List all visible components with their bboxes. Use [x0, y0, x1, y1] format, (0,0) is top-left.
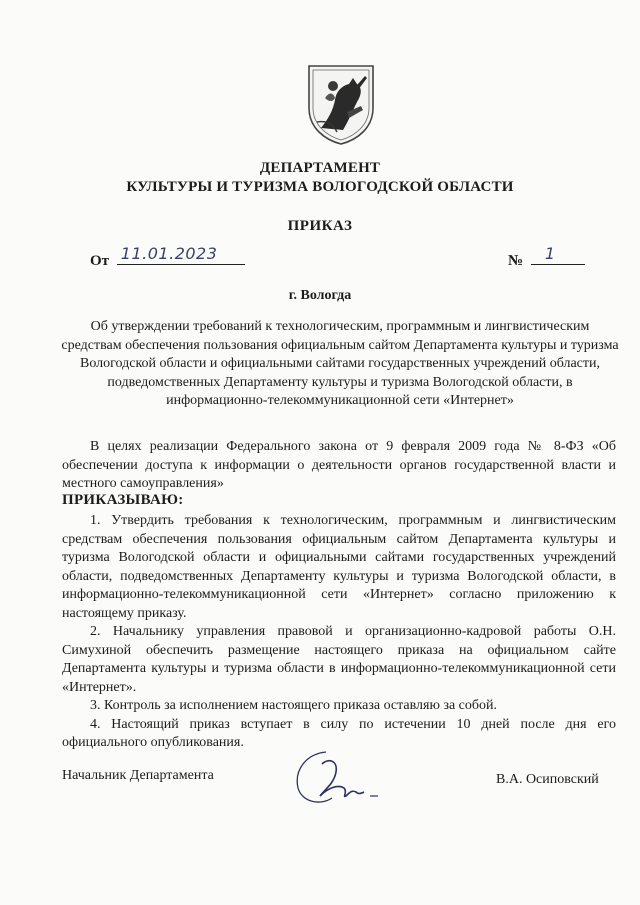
- order-items: [62, 512, 616, 753]
- preamble-paragraph: В целях реализации Федерального закона от 9 февраля 2009 года № 8-ФЗ «Об обеспечении доступа к информации о деятельности органов государственной власти и местного самоуправления»: [62, 439, 616, 491]
- document-subject: Об утверждении требований к технологическим, программным и лингвистическим средствам обеспечения пользования официальным сайтом Департамента культуры и туризма Вологодской области и официальными сайтами государственных учреждений области, подведомственных Департаменту культуры и туризма Вологодской области, в информационно-телекоммуникационной сети «Интернет»: [61, 319, 619, 408]
- order-item: 2. Начальнику управления правовой и организационно-кадровой работы О.Н. Симухиной обеспечить размещение настоящего приказа на официальном сайте Департамента культуры и туризма области в информационно-телекоммуникационной сети «Интернет».: [62, 624, 616, 695]
- decree-heading: ПРИКАЗЫВАЮ:: [62, 492, 184, 508]
- order-item: 4. Настоящий приказ вступает в силу по истечении 10 дней после дня его официального опубликования.: [62, 716, 616, 750]
- number-field: [508, 244, 585, 270]
- department-title-line1: ДЕПАРТАМЕНТ: [259, 160, 381, 176]
- number-underline: [531, 244, 585, 265]
- order-item: 3. Контроль за исполнением настоящего приказа оставляю за собой.: [90, 698, 498, 713]
- date-field: [90, 244, 245, 270]
- signatory-name: В.А. Осиповский: [496, 772, 599, 787]
- handwritten-signature: [286, 744, 382, 810]
- department-title-line2: КУЛЬТУРЫ И ТУРИЗМА ВОЛОГОДСКОЙ ОБЛАСТИ: [126, 179, 514, 195]
- date-label: От: [90, 253, 110, 269]
- number-label: №: [508, 253, 524, 269]
- number-value: 1: [544, 244, 556, 263]
- date-underline: [117, 244, 245, 265]
- coat-of-arms-emblem: [303, 62, 379, 146]
- order-item: 1. Утвердить требования к технологическим, программным и лингвистическим средствам обеспечения пользования официальным сайтом Департамента культуры и туризма Вологодской области и официальными сайтами государственных учреждений области, подведомственных Департаменту культуры и туризма Вологодской области, в информационно-телекоммуникационной сети «Интернет» согласно приложению к настоящему приказу.: [62, 513, 616, 621]
- city: г. Вологда: [288, 288, 352, 303]
- signatory-position: Начальник Департамента: [62, 768, 214, 783]
- date-value: 11.01.2023: [120, 244, 218, 263]
- document-type: ПРИКАЗ: [287, 218, 353, 234]
